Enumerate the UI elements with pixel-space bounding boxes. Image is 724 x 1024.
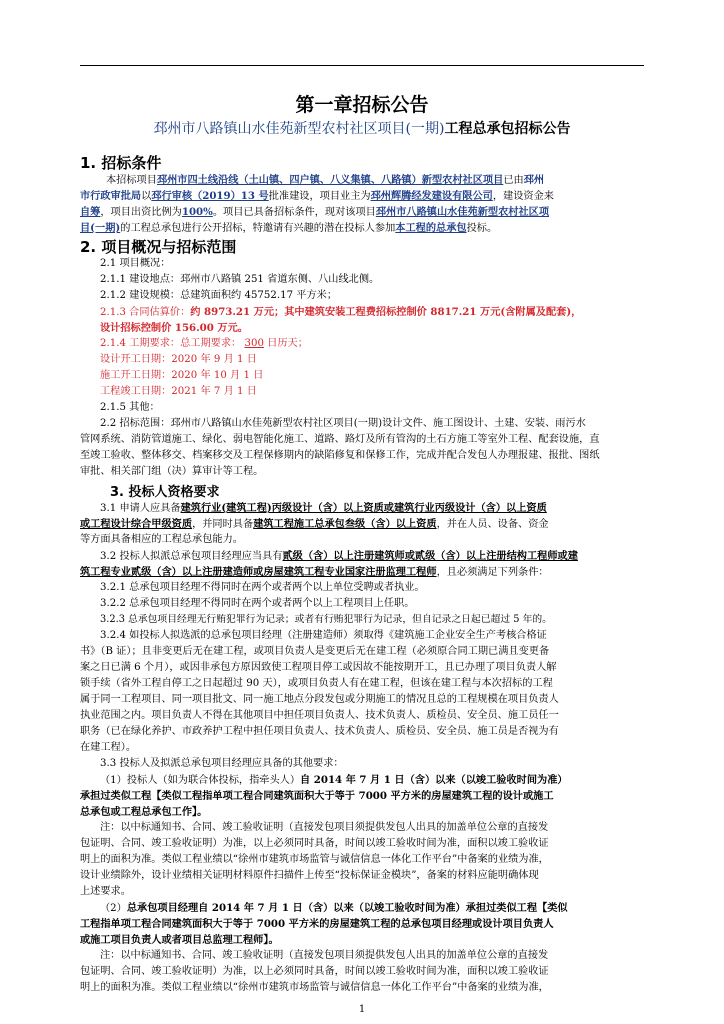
text-line: （1）投标人（如为联合体投标，指牵头人）自 2014 年 7 月 1 日（含）以来（以竣工验收时间为准） <box>100 774 568 786</box>
text-line: 上述要求。 <box>80 886 131 897</box>
text-line: 至竣工验收、整体移交、档案移交及工程保修期内的缺陷修复和保修工作，完成并配合发包人办理报建、报批、图纸 <box>80 450 600 461</box>
text-line: 2.1.5 其他： <box>100 402 160 413</box>
text-line: 职务（已在绿化养护、市政养护工程中担任项目负责人、技术负责人、质检员、安全员、施工员是否视为有 <box>80 726 559 737</box>
text-line: 3.2 投标人拟派总承包项目经理应当具有贰级（含）以上注册建筑师或贰级（含）以上注册结构工程师或建 <box>100 550 578 562</box>
text-line: 3.2.2 总承包项目经理不得同时在两个或者两个以上工程项目上任职。 <box>100 598 415 609</box>
text-line: 3.2.3 总承包项目经理无行贿犯罪行为记录；或者有行贿犯罪行为记录，但自记录之日起已超过 5 年的。 <box>100 614 552 625</box>
text-line: 自筹，项目出资比例为100%。项目已具备招标条件，现对该项目邳州市八路镇山水佳苑新型农村社区项 <box>80 206 550 218</box>
text-line: 承担过类似工程【类似工程指单项工程合同建筑面积大于等于 7000 平方米的房屋建筑工程的设计或施工 <box>80 790 554 802</box>
header-rule <box>80 65 644 66</box>
text-line: 锁手续（省外工程自停工之日起超过 90 天），或项目负责人有在建工程，但该在建工程与本次招标的工程 <box>80 678 553 689</box>
text-line: 在建工程）。 <box>80 742 137 753</box>
text-line: 3.2.4 如投标人拟选派的总承包项目经理（注册建造师）须取得《建筑施工企业安全生产考核合格证 <box>100 630 547 641</box>
text-line: 2.1.4 工期要求：总工期要求： 300 日历天； <box>100 338 308 349</box>
text-line: 目(一期)的工程总承包进行公开招标，特邀请有兴趣的潜在投标人参加本工程的总承包投标。 <box>80 222 498 234</box>
text-line: 2.1.2 建设规模：总建筑面积约 45752.17 平方米； <box>100 290 338 301</box>
text-line: 或施工项目负责人或者项目总监理工程师】。 <box>80 934 279 946</box>
text-line: 执业范围之内。项目负责人不得在其他项目中担任项目负责人、技术负责人、质检员、安全员、施工员任一 <box>80 710 559 721</box>
text-line: 总承包或工程总承包工作】。 <box>80 806 208 818</box>
page-title: 第一章招标公告 <box>295 94 429 116</box>
text-line: 设计招标控制价 156.00 万元。 <box>100 322 248 334</box>
text-line: 注：以中标通知书、合同、竣工验收证明（直接发包项目须提供发包人出具的加盖单位公章的直接发 <box>100 822 549 833</box>
subtitle-suffix: 工程总承包招标公告 <box>444 121 571 137</box>
text-line: 明上的面积为准。类似工程业绩以“徐州市建筑市场监管与诚信信息一体化工作平台”中备案的业绩为准， <box>80 982 549 993</box>
text-line: 3.3 投标人及拟派总承包项目经理应具备的其他要求： <box>100 758 344 769</box>
text-line: 审批、相关部门组（决）算审计等工程。 <box>80 466 264 477</box>
text-line: 注：以中标通知书、合同、竣工验收证明（直接发包项目须提供发包人出具的加盖单位公章的直接发 <box>100 950 549 961</box>
text-line: 或工程设计综合甲级资质，并同时具备建筑工程施工总承包叁级（含）以上资质，并在人员、设备、资金 <box>80 518 549 530</box>
subtitle-project: 邳州市八路镇山水佳苑新型农村社区项目(一期) <box>153 121 445 137</box>
text-line: 3.2.1 总承包项目经理不得同时在两个或者两个以上单位受聘或者执业。 <box>100 582 425 593</box>
text-line: 等方面具备相应的工程总承包能力。 <box>80 534 243 545</box>
text-line: 施工开工日期：2020 年 10 月 1 日 <box>100 370 264 381</box>
text-line: （2）总承包项目经理自 2014 年 7 月 1 日（含）以来（以竣工验收时间为准）承担过类似工程【类似 <box>100 902 568 914</box>
text-line: 设计业绩除外，设计业绩相关证明材料原件扫描件上传至“投标保证金模块”，备案的材料应能明确体现 <box>80 870 539 881</box>
page-subtitle <box>0 118 724 138</box>
text-line: 筑工程专业贰级（含）以上注册建造师或房屋建筑工程专业国家注册监理工程师，且必须满足下列条件： <box>80 566 549 578</box>
text-line: 包证明、合同、竣工验收证明）为准，以上必须同时具备，时间以竣工验收时间为准，面积以竣工验收证 <box>80 838 549 849</box>
text-line: 2.2 招标范围：邳州市八路镇山水佳苑新型农村社区项目(一期)设计文件、施工图设计、土建、安装、雨污水 <box>100 418 586 429</box>
text-line: 案之日已满 6 个月），或因非承包方原因致使工程项目停工或因故不能按期开工，且已办理了项目负责人解 <box>80 662 557 673</box>
text-line: 包证明、合同、竣工验收证明）为准，以上必须同时具备，时间以竣工验收时间为准，面积以竣工验收证 <box>80 966 549 977</box>
text-line: 工程竣工日期：2021 年 7 月 1 日 <box>100 386 257 397</box>
text-line: 管网系统、消防管道施工、绿化、弱电智能化施工、道路、路灯及所有管沟的土石方施工等室外工程、配套设施，直 <box>80 434 600 445</box>
text-line: 书》（B 证）；且非变更后无在建工程，或项目负责人是变更后无在建工程（必须原合同工期已满且变更备 <box>80 646 550 657</box>
section-heading-1: 1. 招标条件 <box>80 154 162 172</box>
section-heading-2: 2. 项目概况与招标范围 <box>80 238 237 256</box>
section-heading-3: 3. 投标人资格要求 <box>110 485 220 500</box>
text-line: 3.1 申请人应具备建筑行业(建筑工程)丙级设计（含）以上资质或建筑行业丙级设计（含）以上资质 <box>100 502 547 514</box>
page-number: 1 <box>358 1004 366 1015</box>
text-line: 2.1.3 合同估算价：约 8973.21 万元；其中建筑安装工程费招标控制价 8817.21 万元(含附属及配套)， <box>100 306 582 318</box>
text-line: 属于同一工程项目、同一项目批文、同一施工地点分段发包或分期施工的情况且总的工程规模在项目负责人 <box>80 694 559 705</box>
text-line: 市行政审批局以邳行审核（2019）13 号批准建设，项目业主为邳州辉腾经发建设有限公司，建设资金来 <box>80 190 554 202</box>
text-line: 2.1.1 建设地点：邳州市八路镇 251 省道东侧、八山线北侧。 <box>100 274 380 285</box>
text-line: 设计开工日期：2020 年 9 月 1 日 <box>100 354 257 365</box>
text-line: 明上的面积为准。类似工程业绩以“徐州市建筑市场监管与诚信信息一体化工作平台”中备案的业绩为准， <box>80 854 549 865</box>
text-line: 2.1 项目概况： <box>100 258 171 269</box>
text-line: 工程指单项工程合同建筑面积大于等于 7000 平方米的房屋建筑工程的总承包项目经理或设计项目负责人 <box>80 918 554 930</box>
text-line: 本招标项目邳州市四土线沿线（土山镇、四户镇、八义集镇、八路镇）新型农村社区项目已由邳州 <box>106 174 545 186</box>
